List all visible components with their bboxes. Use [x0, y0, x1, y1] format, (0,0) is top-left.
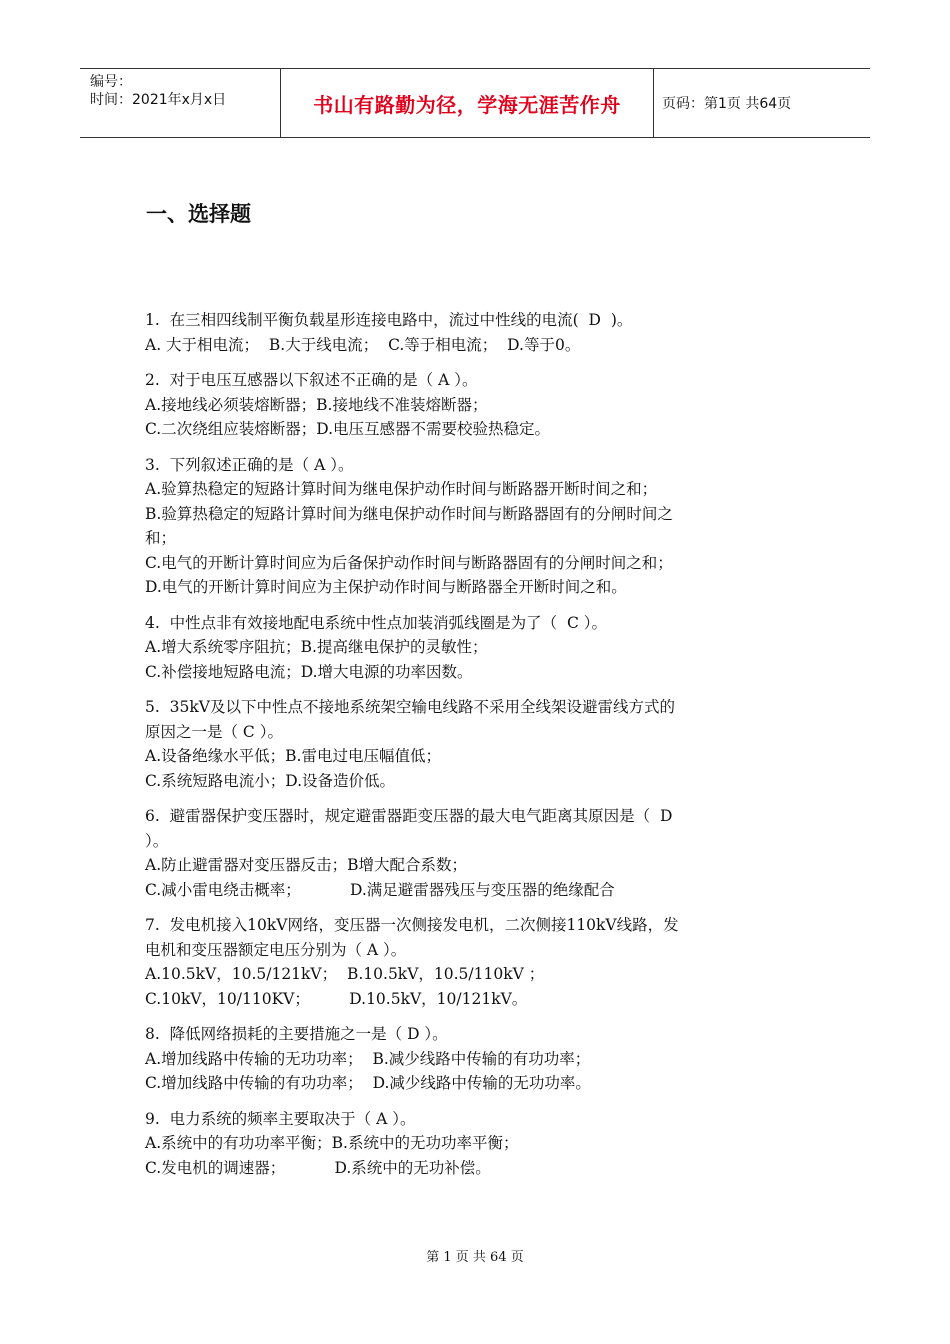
question-item: [145, 695, 810, 793]
question-item: [145, 368, 810, 442]
question-text: 9. 电力系统的频率主要取决于（ A ）。: [145, 1109, 416, 1128]
page-info: 页码：第1页 共64页: [662, 96, 792, 112]
question-text: 6. 避雷器保护变压器时，规定避雷器距变压器的最大电气距离其原因是（ D: [145, 807, 673, 825]
question-text: 7. 发电机接入10kV网络，变压器一次侧接发电机，二次侧接110kV线路，发: [145, 916, 679, 934]
question-text: 8. 降低网络损耗的主要措施之一是（ D ）。: [145, 1025, 448, 1043]
question-line: C.补偿接地短路电流；D.增大电源的功率因数。: [145, 662, 473, 681]
question-line: A. 大于相电流； B.大于线电流； C.等于相电流； D.等于0。: [145, 335, 581, 354]
question-line: C.10kV，10/110KV； D.10.5kV，10/121kV。: [145, 989, 528, 1008]
page-footer: 第 1 页 共 64 页: [426, 1250, 524, 1265]
question-line: A.接地线必须装熔断器；B.接地线不准装熔断器；: [145, 395, 488, 414]
question-item: [145, 1107, 810, 1181]
question-line: A.验算热稳定的短路计算时间为继电保护动作时间与断路器开断时间之和；: [145, 480, 658, 498]
question-text: 1. 在三相四线制平衡负载星形连接电路中，流过中性线的电流( D )。: [145, 311, 633, 329]
question-line: ）。: [145, 831, 169, 850]
motto: 书山有路勤为径，学海无涯苦作舟: [281, 69, 654, 137]
question-text: 3. 下列叙述正确的是（ A ）。: [145, 455, 354, 474]
question-item: [145, 308, 810, 357]
header-left-cell: [80, 69, 281, 137]
question-line: 和；: [145, 529, 177, 547]
question-item: [145, 804, 810, 902]
question-line: A.设备绝缘水平低；B.雷电过电压幅值低；: [145, 747, 441, 765]
number-label: 编号：: [90, 74, 132, 90]
question-line: 电机和变压器额定电压分别为（ A ）。: [145, 940, 407, 959]
question-item: [145, 913, 810, 1011]
question-line: B.验算热稳定的短路计算时间为继电保护动作时间与断路器固有的分闸时间之: [145, 504, 673, 523]
question-line: A.增大系统零序阻抗；B.提高继电保护的灵敏性；: [145, 638, 488, 656]
question-line: C.系统短路电流小；D.设备造价低。: [145, 771, 396, 790]
question-line: C.二次绕组应装熔断器；D.电压互感器不需要校验热稳定。: [145, 420, 551, 438]
question-line: A.10.5kV，10.5/121kV； B.10.5kV，10.5/110kV ；: [145, 965, 545, 983]
header-table: [80, 68, 870, 138]
question-item: [145, 611, 810, 685]
question-item: [145, 453, 810, 600]
question-line: A.防止避雷器对变压器反击；B增大配合系数；: [145, 856, 468, 874]
question-line: D.电气的开断计算时间应为主保护动作时间与断路器全开断时间之和。: [145, 578, 627, 596]
question-line: C.增加线路中传输的有功功率； D.减少线路中传输的无功功率。: [145, 1074, 591, 1092]
time-label: 时间：2021年x月x日: [90, 92, 227, 108]
question-line: C.发电机的调速器； D.系统中的无功补偿。: [145, 1158, 491, 1177]
question-line: C.电气的开断计算时间应为后备保护动作时间与断路器固有的分闸时间之和；: [145, 553, 673, 572]
question-line: A.增加线路中传输的无功功率； B.减少线路中传输的有功功率；: [145, 1049, 591, 1068]
question-line: 原因之一是（ C ）。: [145, 722, 283, 741]
question-text: 5. 35kV及以下中性点不接地系统架空输电线路不采用全线架设避雷线方式的: [145, 698, 675, 716]
question-line: C.减小雷电绕击概率； D.满足避雷器残压与变压器的绝缘配合: [145, 880, 615, 899]
question-text: 2. 对于电压互感器以下叙述不正确的是（ A ）。: [145, 371, 478, 389]
question-item: [145, 1022, 810, 1096]
question-list: [145, 308, 810, 1191]
question-text: 4. 中性点非有效接地配电系统中性点加装消弧线圈是为了（ C ）。: [145, 613, 608, 632]
question-line: A.系统中的有功功率平衡；B.系统中的无功功率平衡；: [145, 1134, 519, 1152]
section-title: 一、选择题: [146, 202, 251, 226]
